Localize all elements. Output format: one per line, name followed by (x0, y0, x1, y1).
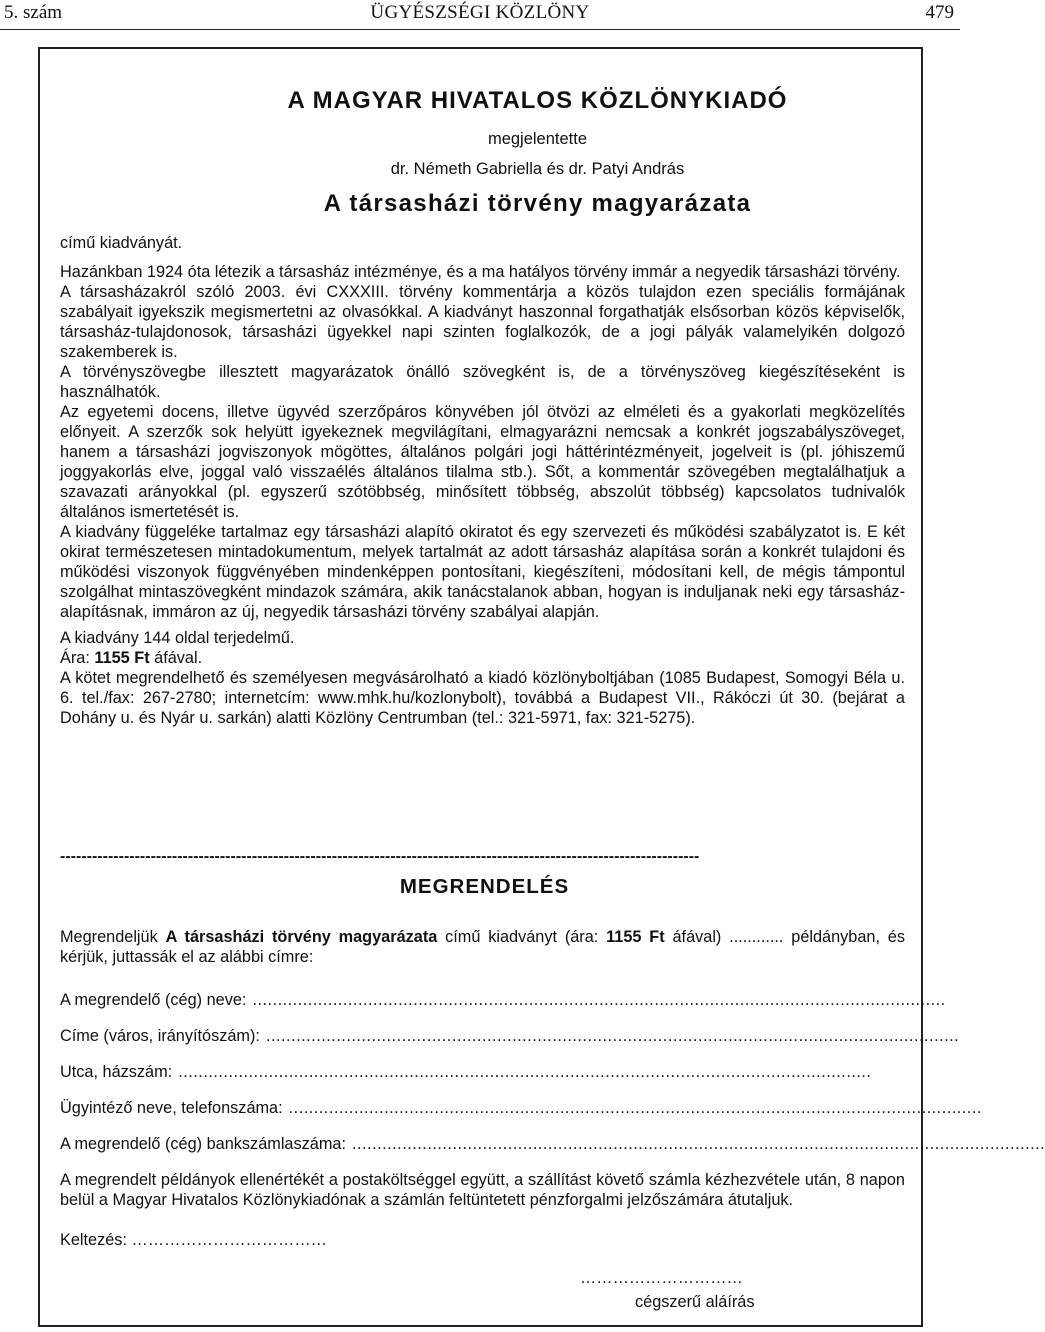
advert-content (60, 86, 905, 728)
signature-block (580, 1268, 880, 1312)
field-dots[interactable]: .......................................................................................................................................... (265, 1027, 960, 1045)
payment-text: A megrendelt példányok ellenértékét a postaköltséggel együtt, a szállítást követő számla kézhezvétele után, 8 napon belül a Magyar Hivatalos Közlönykiadónak a számlán feltüntetett pénzforgalmi jelzőszámára átutaljuk. (60, 1171, 905, 1209)
paragraph-3: A törvényszövegbe illesztett magyarázatok önálló szövegként is, de a törvényszöveg kiegészítéseként is használhatók. (60, 363, 905, 401)
extent: A kiadvány 144 oldal terjedelmű. (60, 629, 295, 647)
field-bank-account[interactable] (60, 1134, 1045, 1154)
intro-price: 1155 Ft (606, 928, 665, 946)
header-divider (0, 29, 960, 30)
field-label: Címe (város, irányítószám): (60, 1027, 260, 1045)
field-label: Ügyintéző neve, telefonszáma: (60, 1099, 283, 1117)
order-form (60, 875, 1045, 1250)
intro-suffix: áfával) ............ példányban, és kérjük, juttassák el az alábbi címre: (60, 928, 906, 966)
field-address[interactable] (60, 1026, 960, 1046)
field-label: A megrendelő (cég) bankszámlaszáma: (60, 1135, 346, 1153)
price-value: 1155 Ft (94, 649, 150, 667)
paragraph-1: Hazánkban 1924 óta létezik a társasház intézménye, és a ma hatályos törvény immár a negyedik társasházi törvény. (60, 263, 901, 281)
published-label: megjelentette (487, 130, 588, 148)
field-dots[interactable]: .......................................................................................................................................... (288, 1099, 982, 1117)
intro-book-title: A társasházi törvény magyarázata (165, 928, 438, 946)
field-dots[interactable]: .......................................................................................................................................... (252, 991, 946, 1009)
signature-dots[interactable]: ………………………… (580, 1269, 743, 1287)
page-header (0, 0, 960, 28)
price-line (60, 648, 905, 668)
page-number: 479 (925, 2, 954, 23)
book-title: A társasházi törvény magyarázata (323, 190, 752, 217)
field-label: A megrendelő (cég) neve: (60, 991, 247, 1009)
price-suffix: áfával. (154, 649, 203, 667)
paragraph-5: A kiadvány függeléke tartalmaz egy társasházi alapító okiratot és egy szervezeti és működési szabályzatot is. E két okirat természetesen mintadokumentum, melyek tartalmát az adott társasház alapítása során a konkrét tulajdoni és működési viszonyok függvényében mindenképpen pontosítani, kiegészíteni, módosítani kell, de mégis támpontul szolgálhat mintaszövegként mindazok számára, akik tanácstalanok abban, hogyan is induljanak neki egy társasház-alapításnak, immáron az új, negyedik társasházi törvény szabályai alapján. (60, 523, 905, 621)
paragraph-4: Az egyetemi docens, illetve ügyvéd szerzőpáros könyvében jól ötvözi az elméleti és a gyakorlati megközelítés előnyeit. A szerzők sok helyütt igyekeznek megvilágítani, elmagyarázni nemcsak a konkrét jogszabályszöveget, hanem a társasházi jogviszonyok mögöttes, általános polgári jogi háttérintézményeit, jogelveit is (pl. jóhiszemű joggyakorlás elve, joggal való visszaélés általános tilalma stb.). Sőt, a kommentár szövegében megtalálhatjuk a szavazati arányokkal (pl. egyszerű szótöbbség, minősített többség, abszolút többség) kapcsolatos tudnivalók általános ismertetését is. (60, 403, 905, 521)
field-dots[interactable]: .......................................................................................................................................... (178, 1063, 872, 1081)
intro-middle: című kiadványt (ára: (445, 928, 599, 946)
field-company-name[interactable] (60, 990, 946, 1010)
field-street[interactable] (60, 1062, 905, 1082)
publisher-name: A MAGYAR HIVATALOS KÖZLÖNYKIADÓ (287, 87, 788, 114)
ordering-info: A kötet megrendelhető és személyesen megvásárolható a kiadó közlönyboltjában (1085 Budapest, Somogyi Béla u. 6. tel./fax: 267-2780; internetcím: www.mhk.hu/kozlonybolt), továbbá a Budapest VII., Rákóczi út 30. (bejárat a Dohány u. és Nyár u. sarkán) alatti Közlöny Centrumban (tel.: 321-5971, fax: 321-5275). (60, 669, 905, 727)
field-label: Utca, házszám: (60, 1063, 173, 1081)
order-intro (60, 927, 905, 967)
date-dots[interactable]: ……………………………… (131, 1231, 327, 1249)
signature-label: cégszerű aláírás (635, 1293, 755, 1311)
title-suffix: című kiadványát. (60, 234, 183, 252)
price-label: Ára: (60, 649, 90, 667)
order-form-title: MEGRENDELÉS (399, 875, 570, 898)
issue-number: 5. szám (4, 2, 63, 23)
field-contact[interactable] (60, 1098, 982, 1118)
paragraph-2: A társasházakról szóló 2003. évi CXXXIII. törvény kommentárja a közös tulajdon ezen speciális formájának szabályait igyekszik megismertetni az olvasókkal. A kiadványt haszonnal forgathatják elsősorban közös képviselők, társasház-tulajdonosok, társasházi ügyekkel napi szinten foglalkozók, de a jogi pályák valamelyikén dolgozó szakemberek is. (60, 283, 905, 361)
field-dots[interactable]: .......................................................................................................................................... (351, 1135, 1045, 1153)
cut-line: ------------------------------------------------------------------------------------------------------------------------ (60, 848, 700, 865)
authors: dr. Németh Gabriella és dr. Patyi András (390, 160, 685, 178)
journal-title: ÜGYÉSZSÉGI KÖZLÖNY (370, 2, 590, 23)
date-label: Keltezés: (60, 1231, 127, 1249)
intro-prefix: Megrendeljük (60, 928, 158, 946)
date-line[interactable] (60, 1230, 905, 1250)
